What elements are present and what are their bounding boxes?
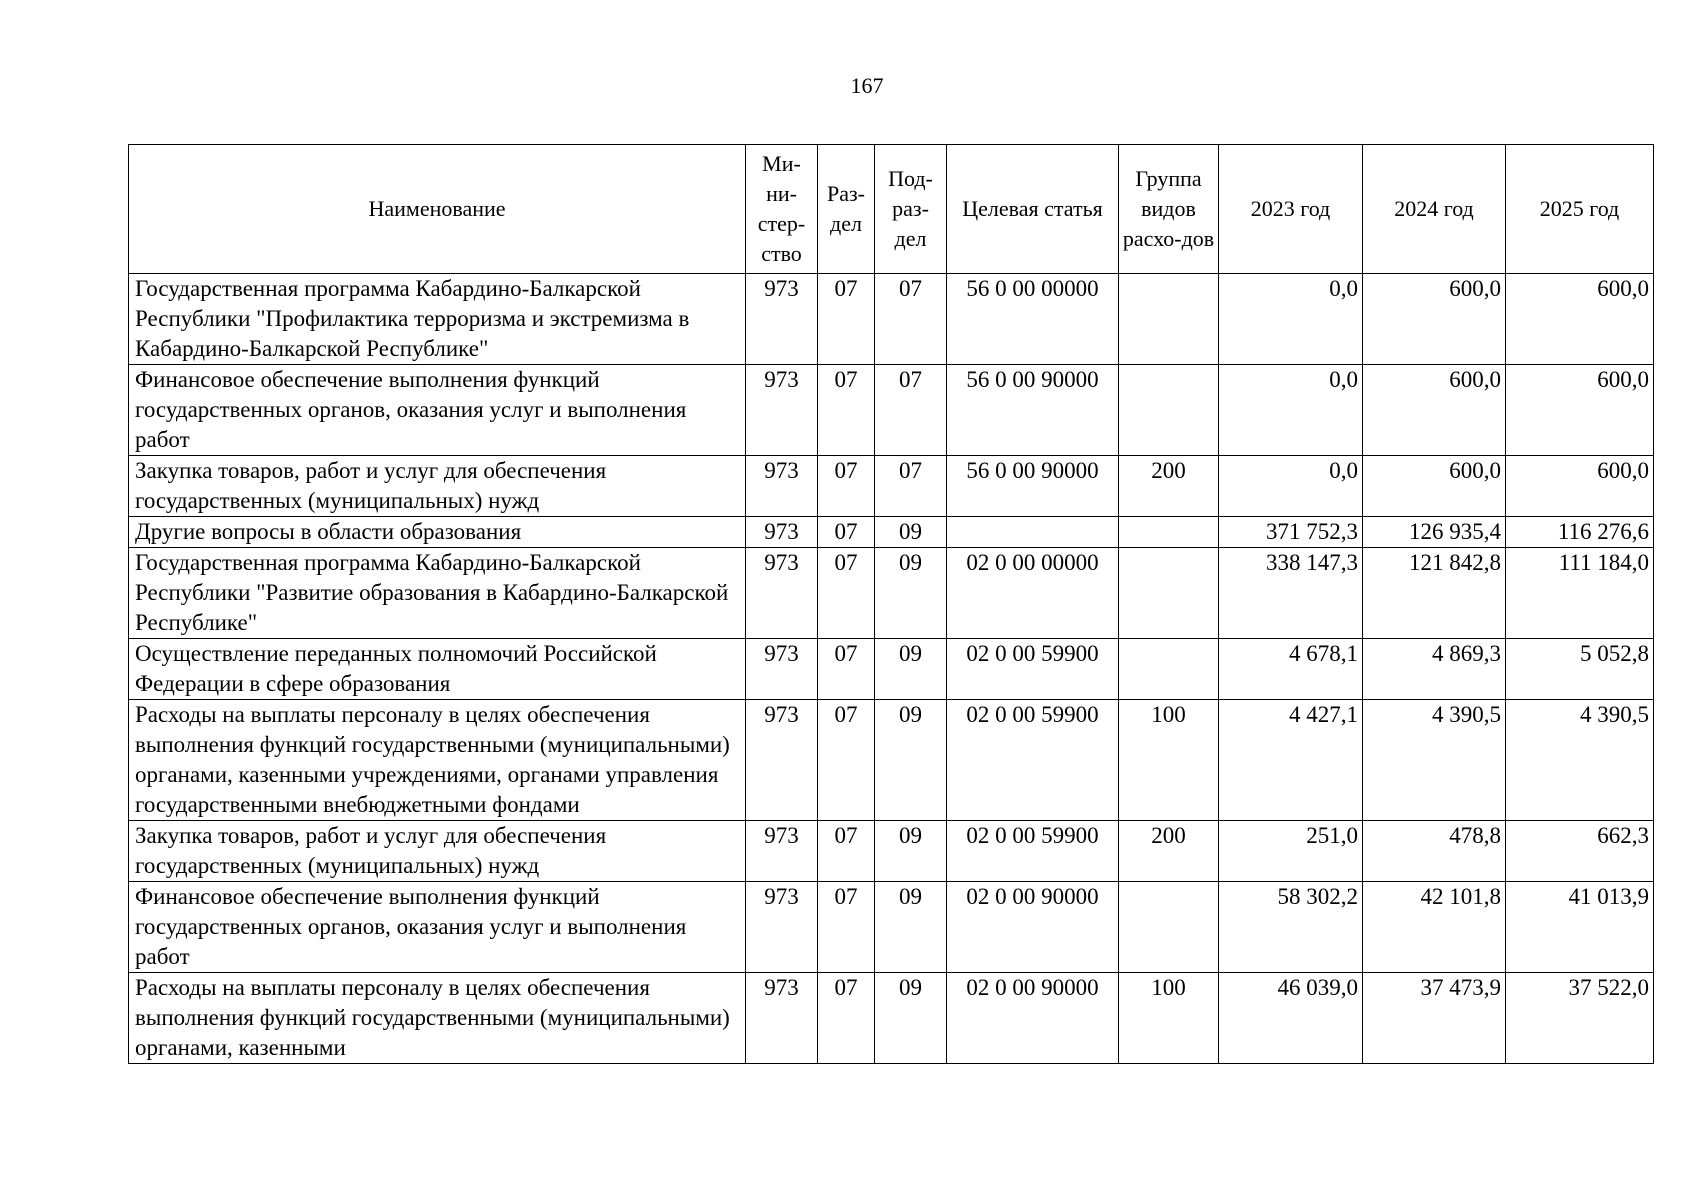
header-subsection: Под-раз-дел: [875, 145, 947, 274]
table-row: [129, 821, 1654, 882]
header-ministry: Ми-ни-стер-ство: [746, 145, 818, 274]
cell-name: Финансовое обеспечение выполнения функций государственных органов, оказания услуг и выполнения работ: [129, 882, 746, 973]
cell-section: 07: [818, 456, 875, 517]
cell-expense-group: 200: [1119, 821, 1219, 882]
cell-2025: 5 052,8: [1506, 639, 1654, 700]
cell-expense-group: [1119, 882, 1219, 973]
cell-2025: 600,0: [1506, 365, 1654, 456]
table-row: [129, 973, 1654, 1064]
cell-name: Осуществление переданных полномочий Российской Федерации в сфере образования: [129, 639, 746, 700]
cell-2023: 4 678,1: [1219, 639, 1363, 700]
cell-target: 02 0 00 90000: [947, 882, 1119, 973]
cell-ministry: 973: [746, 365, 818, 456]
cell-2023: 0,0: [1219, 456, 1363, 517]
cell-2024: 37 473,9: [1363, 973, 1506, 1064]
cell-ministry: 973: [746, 548, 818, 639]
cell-ministry: 973: [746, 882, 818, 973]
cell-2025: 116 276,6: [1506, 517, 1654, 548]
cell-target: 02 0 00 59900: [947, 821, 1119, 882]
cell-section: 07: [818, 882, 875, 973]
cell-2024: 600,0: [1363, 365, 1506, 456]
cell-subsection: 07: [875, 365, 947, 456]
cell-target: 56 0 00 90000: [947, 456, 1119, 517]
cell-subsection: 09: [875, 882, 947, 973]
header-2024: 2024 год: [1363, 145, 1506, 274]
cell-2025: 111 184,0: [1506, 548, 1654, 639]
cell-ministry: 973: [746, 274, 818, 365]
cell-section: 07: [818, 639, 875, 700]
cell-2024: 126 935,4: [1363, 517, 1506, 548]
cell-subsection: 09: [875, 973, 947, 1064]
cell-2024: 121 842,8: [1363, 548, 1506, 639]
cell-name: Государственная программа Кабардино-Балкарской Республики "Профилактика терроризма и экстремизма в Кабардино-Балкарской Республике": [129, 274, 746, 365]
cell-expense-group: [1119, 548, 1219, 639]
cell-2025: 4 390,5: [1506, 700, 1654, 821]
cell-2024: 600,0: [1363, 274, 1506, 365]
cell-section: 07: [818, 365, 875, 456]
cell-subsection: 07: [875, 456, 947, 517]
cell-ministry: 973: [746, 639, 818, 700]
cell-ministry: 973: [746, 700, 818, 821]
cell-2025: 662,3: [1506, 821, 1654, 882]
cell-name: Финансовое обеспечение выполнения функций государственных органов, оказания услуг и выполнения работ: [129, 365, 746, 456]
table-row: [129, 700, 1654, 821]
cell-name: Другие вопросы в области образования: [129, 517, 746, 548]
cell-2025: 600,0: [1506, 456, 1654, 517]
cell-name: Расходы на выплаты персоналу в целях обеспечения выполнения функций государственными (муниципальными) органами, казенными: [129, 973, 746, 1064]
cell-name: Расходы на выплаты персоналу в целях обеспечения выполнения функций государственными (муниципальными) органами, казенными учреждениями, органами управления государственными внебюджетными фондами: [129, 700, 746, 821]
header-expense-group: Группа видов расхо-дов: [1119, 145, 1219, 274]
cell-section: 07: [818, 548, 875, 639]
cell-2023: 251,0: [1219, 821, 1363, 882]
table-row: [129, 365, 1654, 456]
cell-section: 07: [818, 821, 875, 882]
cell-target: 56 0 00 00000: [947, 274, 1119, 365]
cell-2024: 478,8: [1363, 821, 1506, 882]
cell-name: Закупка товаров, работ и услуг для обеспечения государственных (муниципальных) нужд: [129, 821, 746, 882]
cell-2024: 600,0: [1363, 456, 1506, 517]
cell-2023: 58 302,2: [1219, 882, 1363, 973]
cell-subsection: 09: [875, 700, 947, 821]
cell-name: Закупка товаров, работ и услуг для обеспечения государственных (муниципальных) нужд: [129, 456, 746, 517]
cell-expense-group: [1119, 517, 1219, 548]
cell-section: 07: [818, 700, 875, 821]
cell-2025: 41 013,9: [1506, 882, 1654, 973]
cell-target: 02 0 00 00000: [947, 548, 1119, 639]
cell-expense-group: [1119, 365, 1219, 456]
page-number: 167: [850, 73, 884, 98]
cell-expense-group: [1119, 274, 1219, 365]
cell-subsection: 09: [875, 639, 947, 700]
cell-expense-group: [1119, 639, 1219, 700]
cell-2025: 37 522,0: [1506, 973, 1654, 1064]
table-row: [129, 548, 1654, 639]
header-2023: 2023 год: [1219, 145, 1363, 274]
cell-2024: 42 101,8: [1363, 882, 1506, 973]
table-row: [129, 274, 1654, 365]
cell-subsection: 09: [875, 821, 947, 882]
cell-ministry: 973: [746, 821, 818, 882]
cell-2024: 4 869,3: [1363, 639, 1506, 700]
cell-subsection: 09: [875, 517, 947, 548]
cell-section: 07: [818, 517, 875, 548]
cell-expense-group: 100: [1119, 973, 1219, 1064]
header-2025: 2025 год: [1506, 145, 1654, 274]
cell-2023: 0,0: [1219, 274, 1363, 365]
table-row: [129, 517, 1654, 548]
cell-2023: 4 427,1: [1219, 700, 1363, 821]
cell-2023: 46 039,0: [1219, 973, 1363, 1064]
cell-subsection: 09: [875, 548, 947, 639]
cell-expense-group: 200: [1119, 456, 1219, 517]
cell-target: 02 0 00 59900: [947, 700, 1119, 821]
table-body: [129, 274, 1654, 1064]
cell-target: 56 0 00 90000: [947, 365, 1119, 456]
table-header-row: [129, 145, 1654, 274]
cell-subsection: 07: [875, 274, 947, 365]
cell-2023: 371 752,3: [1219, 517, 1363, 548]
header-name: Наименование: [129, 145, 746, 274]
cell-ministry: 973: [746, 973, 818, 1064]
cell-ministry: 973: [746, 517, 818, 548]
budget-table: [128, 144, 1654, 1064]
cell-ministry: 973: [746, 456, 818, 517]
table-row: [129, 882, 1654, 973]
cell-section: 07: [818, 973, 875, 1064]
cell-2023: 338 147,3: [1219, 548, 1363, 639]
cell-2024: 4 390,5: [1363, 700, 1506, 821]
cell-target: 02 0 00 90000: [947, 973, 1119, 1064]
cell-target: 02 0 00 59900: [947, 639, 1119, 700]
header-target: Целевая статья: [947, 145, 1119, 274]
cell-target: [947, 517, 1119, 548]
cell-2023: 0,0: [1219, 365, 1363, 456]
cell-name: Государственная программа Кабардино-Балкарской Республики "Развитие образования в Кабардино-Балкарской Республике": [129, 548, 746, 639]
header-section: Раз-дел: [818, 145, 875, 274]
cell-section: 07: [818, 274, 875, 365]
table-row: [129, 456, 1654, 517]
cell-2025: 600,0: [1506, 274, 1654, 365]
cell-expense-group: 100: [1119, 700, 1219, 821]
table-row: [129, 639, 1654, 700]
